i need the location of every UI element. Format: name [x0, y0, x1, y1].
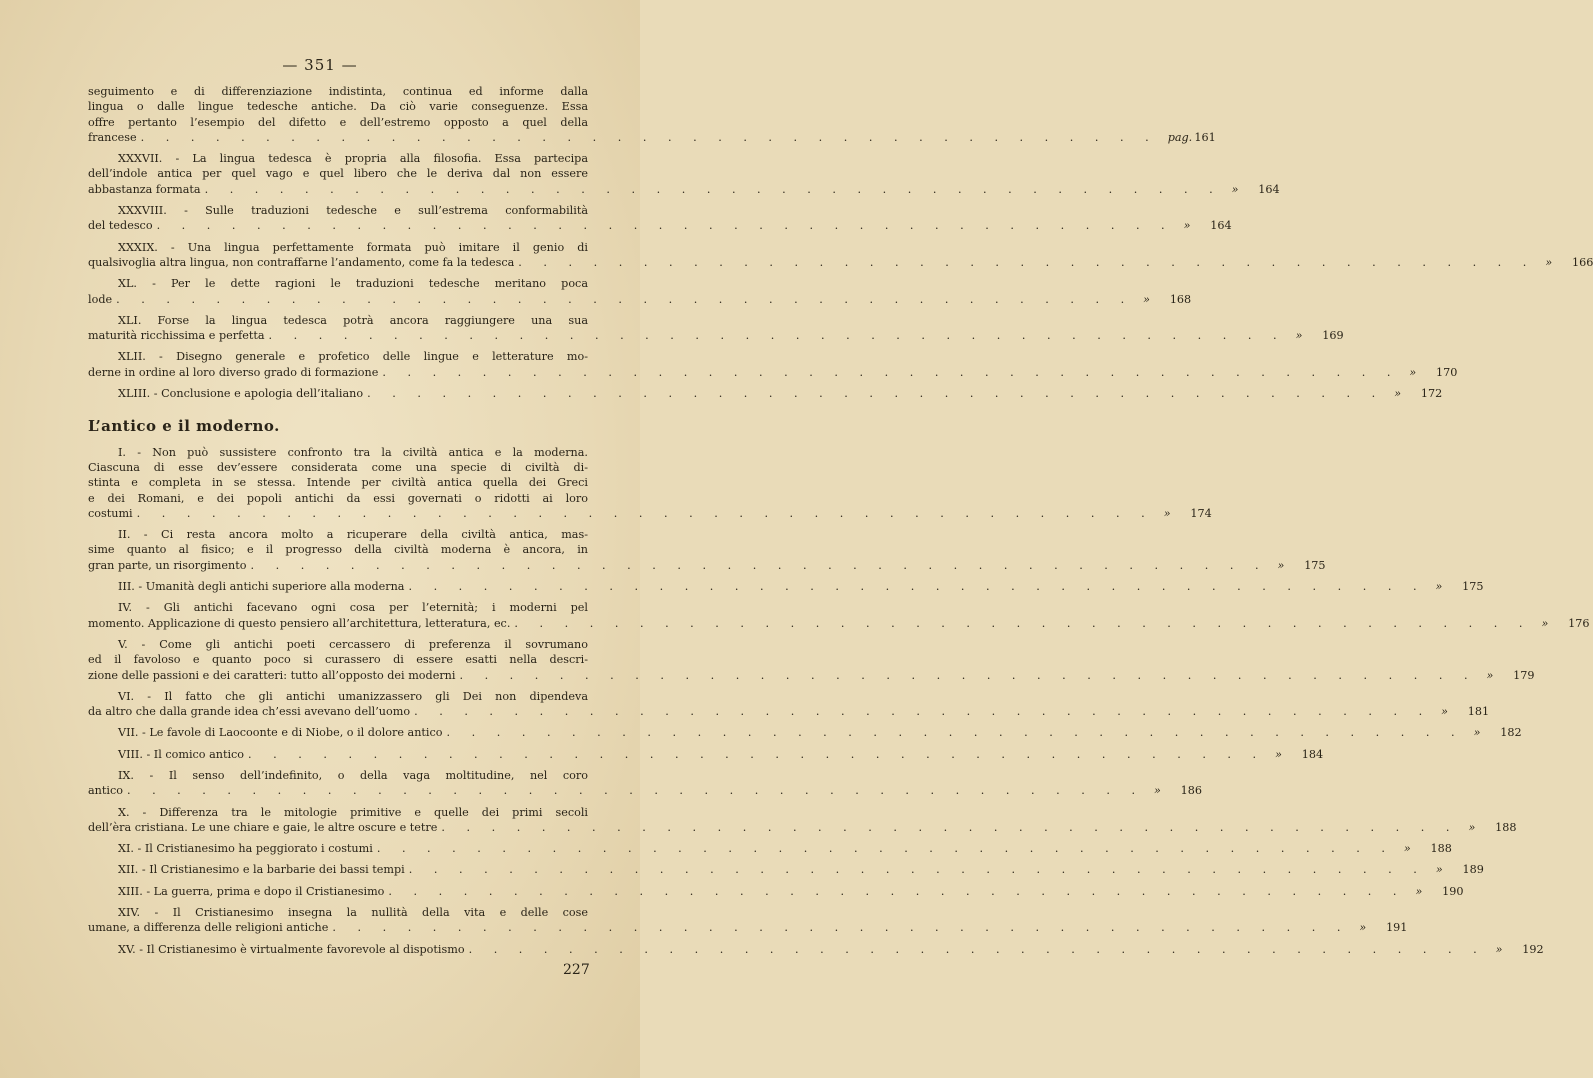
page-number: 189: [1462, 863, 1484, 877]
page-reference: [1539, 255, 1593, 270]
page-reference: [1481, 668, 1535, 683]
page-reference: [1403, 365, 1457, 380]
page-prefix: »: [1486, 668, 1494, 682]
toc-entry-last-line: [88, 616, 1590, 631]
table-of-contents: [88, 84, 1593, 963]
page-number: 168: [1169, 292, 1192, 306]
toc-entry-last-line: [88, 558, 1326, 573]
page-number: 164: [1258, 182, 1280, 196]
toc-entry: [88, 240, 1593, 271]
toc-entry-text: da altro che dalla grande idea ch’essi avevano dell’uomo: [88, 705, 411, 719]
section-title: L’antico e il moderno.: [88, 417, 280, 436]
toc-entry-text: zione delle passioni e dei caratteri: tutto all’opposto dei moderni: [88, 668, 456, 682]
toc-entry-last-line: [88, 182, 1280, 197]
toc-entry: [88, 386, 1443, 401]
page-number: 191: [1386, 921, 1408, 935]
toc-entry-line: e dei Romani, e dei popoli antichi da essi governati o ridotti ai loro: [88, 491, 588, 505]
toc-entry-last-line: [88, 365, 1458, 380]
toc-entry-text: francese: [88, 130, 137, 144]
page-reference: [1148, 783, 1202, 798]
toc-entry-line: stinta e completa in se stessa. Intende per civiltà antica quella dei Greci: [88, 476, 588, 490]
toc-entry-last-line: [88, 884, 1464, 899]
page-number: 190: [1442, 884, 1464, 898]
dot-leader: . . . . . . . . . . . . . . . . . . . . . . . . . . . . . . . . . . . . . . . . .: [382, 365, 1400, 379]
toc-entry: [88, 768, 1203, 799]
toc-entry-text: derne in ordine al loro diverso grado di formazione: [88, 365, 379, 379]
page-reference: [1272, 558, 1326, 573]
toc-entry-line: dell’indole antica per quel vago e quel libero che le deriva dal non essere: [88, 167, 588, 181]
toc-entry-last-line: [88, 386, 1443, 401]
toc-entry-line: I. - Non può sussistere confronto tra la civiltà antica e la moderna.: [118, 445, 588, 459]
dot-leader: . . . . . . . . . . . . . . . . . . . . . . . . . . . . . . . . . . . . . . . . .: [408, 863, 1426, 877]
toc-entry-line: Ciascuna di esse dev’essere considerata come una specie di civiltà di-: [88, 460, 588, 474]
toc-entry: [88, 349, 1458, 380]
page-number: 188: [1495, 820, 1517, 834]
page-prefix: »: [1163, 506, 1171, 520]
dot-leader: . . . . . . . . . . . . . . . . . . . . . . . . . . . . . . . . . . . . . . . . .: [408, 580, 1426, 594]
dot-leader: . . . . . . . . . . . . . . . . . . . . . . . . . . . . . . . . . . . . . . . . .: [518, 255, 1536, 269]
page-prefix: »: [1277, 558, 1285, 572]
toc-list-antico-moderno: [88, 445, 1590, 957]
dot-leader: . . . . . . . . . . . . . . . . . . . . . . . . . . . . . . . . . . . . . . . . .: [136, 506, 1154, 520]
dot-leader: . . . . . . . . . . . . . . . . . . . . . . . . . . . . . . . . . . . . . . . . .: [367, 387, 1385, 401]
toc-entry: [88, 151, 1280, 197]
toc-entry-last-line: [88, 920, 1408, 935]
toc-entry-line: IV. - Gli antichi facevano ogni cosa per l’eternità; i moderni pel: [118, 601, 588, 615]
page-reference: [1269, 747, 1323, 762]
page-prefix: »: [1403, 842, 1411, 856]
page-reference: [1430, 862, 1484, 877]
toc-entry: [88, 600, 1590, 631]
page-prefix: »: [1295, 329, 1303, 343]
toc-entry-line: II. - Ci resta ancora molto a ricuperare della civiltà antica, mas-: [118, 528, 588, 542]
page-reference: [1290, 328, 1344, 343]
dot-leader: . . . . . . . . . . . . . . . . . . . . . . . . . . . . . . . . . . . . . . . . .: [459, 668, 1477, 682]
toc-entry-text: III. - Umanità degli antichi superiore alla moderna: [118, 580, 405, 594]
page-reference: [1398, 841, 1452, 856]
page-reference: [1435, 704, 1489, 719]
toc-entry-line: XXXIX. - Una lingua perfettamente formata può imitare il genio di: [118, 240, 588, 254]
page-reference: [1158, 506, 1212, 521]
dot-leader: . . . . . . . . . . . . . . . . . . . . . . . . . . . . . . . . . . . . . . . . .: [268, 329, 1286, 343]
toc-entry: [88, 862, 1484, 877]
page-reference: [1137, 292, 1191, 307]
page-header: — 351 —: [282, 56, 358, 74]
page-prefix: »: [1154, 784, 1161, 798]
page-number: 172: [1420, 387, 1443, 401]
dot-leader: . . . . . . . . . . . . . . . . . . . . . . . . . . . . . . . . . . . . . . . . .: [332, 921, 1350, 935]
page-prefix: »: [1495, 942, 1503, 956]
page-number: 169: [1322, 329, 1344, 343]
toc-entry: [88, 805, 1517, 836]
dot-leader: . . . . . . . . . . . . . . . . . . . . . . . . . . . . . . . . . . . . . . . . .: [414, 705, 1432, 719]
toc-entry-text: del tedesco: [88, 219, 153, 233]
toc-entry-last-line: [88, 130, 1216, 145]
page-number: 161: [1194, 130, 1216, 144]
page-reference: [1353, 920, 1407, 935]
page-number: 188: [1430, 842, 1452, 856]
toc-entry-text: umane, a differenza delle religioni antiche: [88, 921, 329, 935]
dot-leader: . . . . . . . . . . . . . . . . . . . . . . . . . . . . . . . . . . . . . . . . .: [126, 784, 1145, 798]
dot-leader: . . . . . . . . . . . . . . . . . . . . . . . . . . . . . . . . . . . . . . . . .: [388, 884, 1406, 898]
page-number: 175: [1462, 580, 1484, 594]
toc-entry-line: VI. - Il fatto che gli antichi umanizzassero gli Dei non dipendeva: [118, 689, 588, 703]
toc-entry-last-line: [88, 579, 1484, 594]
toc-entry-text: qualsivoglia altra lingua, non contraffarne l’andamento, come fa la tedesca: [88, 255, 515, 269]
toc-entry-line: XIV. - Il Cristianesimo insegna la nullità della vita e delle cose: [118, 906, 588, 920]
page-number: 164: [1210, 219, 1232, 233]
toc-entry-line: XLII. - Disegno generale e profetico delle lingue e letterature mo-: [118, 350, 588, 364]
dot-leader: . . . . . . . . . . . . . . . . . . . . . . . . . . . . . . . . . . . . . . . . .: [446, 726, 1464, 740]
dot-leader: . . . . . . . . . . . . . . . . . . . . . . . . . . . . . . . . . . . . . . . . .: [248, 747, 1266, 761]
dot-leader: . . . . . . . . . . . . . . . . . . . . . . . . . . . . . . . . . . . . . . . . .: [468, 942, 1486, 956]
page-number: 175: [1304, 558, 1326, 572]
page-prefix: »: [1473, 726, 1481, 740]
page-prefix: »: [1441, 705, 1449, 719]
toc-entry: [88, 84, 1216, 145]
page-reference: [1409, 884, 1463, 899]
toc-entry: [88, 747, 1324, 762]
toc-entry-last-line: [88, 942, 1544, 957]
page-number: 186: [1180, 784, 1203, 798]
page-reference: [1226, 182, 1280, 197]
toc-entry-text: maturità ricchissima e perfetta: [88, 329, 265, 343]
page-number: 181: [1467, 705, 1490, 719]
toc-entry-text: momento. Applicazione di questo pensiero all’architettura, letteratura, ec.: [88, 616, 511, 630]
page-number: 170: [1436, 365, 1458, 379]
toc-entry-text: costumi: [88, 506, 133, 520]
page-reference: [1178, 218, 1232, 233]
page-reference: [1535, 616, 1589, 631]
toc-entry-line: seguimento e di differenziazione indistinta, continua ed informe dalla: [88, 85, 588, 98]
dot-leader: . . . . . . . . . . . . . . . . . . . . . . . . . . . . . . . . . . . . . . . . .: [250, 558, 1268, 572]
page-prefix: »: [1435, 580, 1443, 594]
dot-leader: . . . . . . . . . . . . . . . . . . . . . . . . . . . . . . . . . . . . . . . . .: [116, 292, 1134, 306]
page-prefix: »: [1409, 365, 1417, 379]
toc-entry-last-line: [88, 704, 1490, 719]
page-prefix: »: [1468, 820, 1476, 834]
signature-number: 227: [563, 962, 590, 978]
toc-entry-line: X. - Differenza tra le mitologie primitive e quelle dei primi secoli: [118, 805, 588, 819]
dot-leader: . . . . . . . . . . . . . . . . . . . . . . . . . . . . . . . . . . . . . . . . .: [514, 616, 1532, 630]
page-number: 166: [1572, 255, 1593, 269]
toc-entry-text: XLIII. - Conclusione e apologia dell’italiano: [118, 387, 364, 401]
toc-entry-line: IX. - Il senso dell’indefinito, o della vaga moltitudine, nel coro: [118, 768, 588, 782]
page-prefix: »: [1183, 219, 1191, 233]
page-number: 182: [1500, 726, 1522, 740]
toc-entry-text: XII. - Il Cristianesimo e la barbarie dei bassi tempi: [118, 863, 405, 877]
page-reference: [1490, 942, 1544, 957]
page-number: 184: [1301, 747, 1324, 761]
toc-entry-line: offre pertanto l’esempio del difetto e dell’estremo opposto a quel della: [88, 115, 588, 129]
toc-entry-line: XXXVIII. - Sulle traduzioni tedesche e sull’estrema conformabilità: [118, 204, 588, 218]
toc-entry-last-line: [88, 506, 1212, 521]
toc-entry: [88, 884, 1464, 899]
page-reference: [1162, 130, 1216, 145]
dot-leader: . . . . . . . . . . . . . . . . . . . . . . . . . . . . . . . . . . . . . . . . .: [140, 130, 1158, 144]
toc-entry-line: XL. - Per le dette ragioni le traduzioni tedesche meritano poca: [118, 277, 588, 291]
page-reference: [1430, 579, 1484, 594]
toc-entry-last-line: [88, 255, 1593, 270]
page-number: 174: [1190, 506, 1212, 520]
toc-list-continued: [88, 84, 1593, 401]
toc-entry-text: abbastanza formata: [88, 182, 201, 196]
toc-entry: [88, 276, 1192, 307]
page-number: 192: [1522, 942, 1544, 956]
page-number: 176: [1568, 616, 1590, 630]
toc-entry-last-line: [88, 783, 1203, 798]
toc-entry-last-line: [88, 820, 1517, 835]
toc-entry: [88, 445, 1212, 521]
toc-entry: [88, 637, 1535, 683]
page-number: 179: [1513, 668, 1535, 682]
toc-entry-text: VIII. - Il comico antico: [118, 747, 245, 761]
dot-leader: . . . . . . . . . . . . . . . . . . . . . . . . . . . . . . . . . . . . . . . . .: [376, 842, 1394, 856]
toc-entry-line: XXXVII. - La lingua tedesca è propria alla filosofia. Essa partecipa: [118, 152, 588, 166]
toc-entry-text: XIII. - La guerra, prima e dopo il Cristianesimo: [118, 884, 385, 898]
toc-entry-line: sime quanto al fisico; e il progresso della civiltà moderna è ancora, in: [88, 543, 588, 557]
toc-entry-line: XLI. Forse la lingua tedesca potrà ancora raggiungere una sua: [118, 313, 588, 327]
toc-entry-text: VII. - Le favole di Laocoonte e di Niobe, o il dolore antico: [118, 726, 443, 740]
page-prefix: »: [1435, 863, 1443, 877]
page-prefix: »: [1359, 921, 1367, 935]
toc-entry-text: gran parte, un risorgimento: [88, 558, 247, 572]
toc-entry: [88, 579, 1484, 594]
dot-leader: . . . . . . . . . . . . . . . . . . . . . . . . . . . . . . . . . . . . . . . . .: [441, 820, 1459, 834]
page-prefix: »: [1545, 255, 1553, 269]
page-reference: [1462, 820, 1516, 835]
toc-entry-text: lode: [88, 292, 113, 306]
toc-entry-line: ed il favoloso e quanto poco si curassero di essere esatti nella descri-: [88, 653, 588, 667]
page-prefix: »: [1541, 616, 1549, 630]
page-prefix: »: [1231, 182, 1239, 196]
toc-entry-text: antico: [88, 784, 123, 798]
page-prefix: »: [1415, 884, 1423, 898]
toc-entry-last-line: [88, 218, 1232, 233]
toc-entry-text: dell’èra cristiana. Le une chiare e gaie, le altre oscure e tetre: [88, 820, 438, 834]
page-prefix: »: [1143, 292, 1151, 306]
toc-entry: [88, 203, 1232, 234]
toc-entry-last-line: [88, 725, 1522, 740]
toc-entry: [88, 313, 1344, 344]
toc-entry: [88, 905, 1408, 936]
toc-entry-last-line: [88, 862, 1484, 877]
page-reference: [1468, 725, 1522, 740]
dot-leader: . . . . . . . . . . . . . . . . . . . . . . . . . . . . . . . . . . . . . . . . .: [204, 182, 1222, 196]
toc-entry-last-line: [88, 841, 1452, 856]
toc-entry: [88, 527, 1326, 573]
toc-entry: [88, 689, 1490, 720]
page-prefix: »: [1394, 387, 1402, 401]
toc-entry-line: lingua o dalle lingue tedesche antiche. Da ciò varie conseguenze. Essa: [88, 100, 588, 114]
toc-entry-text: XI. - Il Cristianesimo ha peggiorato i costumi: [118, 842, 373, 856]
toc-entry-last-line: [88, 747, 1324, 762]
page-reference: [1388, 386, 1442, 401]
dot-leader: . . . . . . . . . . . . . . . . . . . . . . . . . . . . . . . . . . . . . . . . .: [156, 219, 1174, 233]
toc-entry-text: XV. - Il Cristianesimo è virtualmente favorevole al dispotismo: [118, 942, 465, 956]
page-prefix: pag.: [1167, 130, 1193, 144]
page-prefix: »: [1275, 747, 1282, 761]
toc-entry-last-line: [88, 668, 1535, 683]
toc-entry: [88, 942, 1544, 957]
toc-entry: [88, 725, 1522, 740]
toc-entry-last-line: [88, 292, 1192, 307]
toc-entry-last-line: [88, 328, 1344, 343]
toc-entry-line: V. - Come gli antichi poeti cercassero di preferenza il sovrumano: [118, 637, 588, 651]
toc-entry: [88, 841, 1452, 856]
